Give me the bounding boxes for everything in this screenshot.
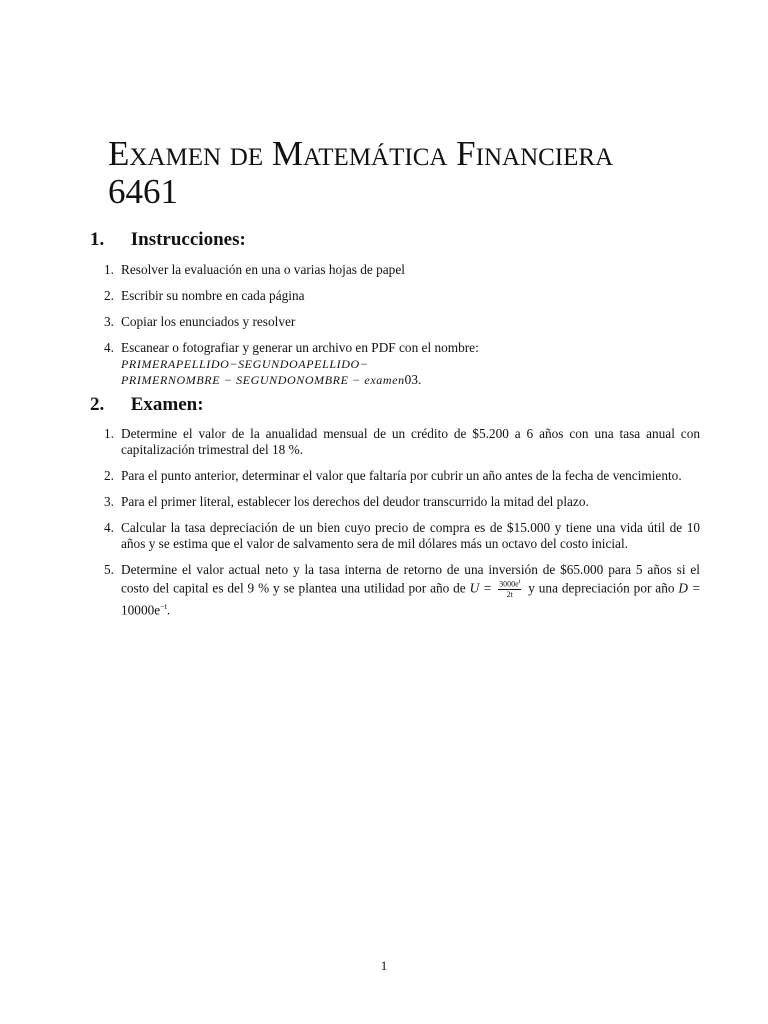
filename-math-part1: PRIMERAPELLIDO−SEGUNDOAPELLIDO− (121, 357, 369, 371)
section-title: Examen: (130, 394, 204, 415)
question-item (104, 494, 700, 510)
filename-math-part2: PRIMERNOMBRE − SEGUNDONOMBRE − examen (121, 373, 405, 387)
list-marker: 4. (104, 520, 114, 535)
numerator-base: 3000e (499, 579, 519, 589)
utility-fraction (498, 578, 521, 599)
depreciation-exponent: −t (160, 601, 167, 611)
list-marker: 3. (104, 314, 114, 329)
list-marker: 5. (104, 562, 114, 577)
numerator-exponent: t (518, 579, 521, 585)
equals-sign: = (479, 580, 496, 596)
question-text: Para el punto anterior, determinar el valor que faltaría por cubrir un año antes de la fecha de vencimiento. (121, 468, 682, 483)
fraction-numerator (498, 578, 521, 590)
section-number: 1. (90, 229, 105, 250)
list-marker: 4. (104, 340, 114, 355)
question-item (104, 426, 700, 458)
page-number: 1 (380, 958, 388, 973)
list-item (104, 288, 700, 304)
instructions-list (104, 262, 700, 388)
list-marker: 2. (104, 468, 114, 483)
list-item-text: Copiar los enunciados y resolver (121, 314, 296, 329)
list-item (104, 340, 700, 388)
title-course-number: 6461 (108, 172, 178, 211)
depreciation-variable: D (678, 580, 689, 596)
list-item-text: Escribir su nombre en cada página (121, 288, 305, 303)
fraction-denominator: 2t (506, 589, 513, 599)
question-text: Determine el valor de la anualidad mensual de un crédito de $5.200 a 6 años con una tasa anual con capitalización trimestral del 18 %. (121, 426, 700, 457)
question-item (104, 468, 700, 484)
document-title (108, 135, 728, 211)
section-heading-examen (90, 394, 204, 416)
list-marker: 1. (104, 426, 114, 441)
question-text: Determine el valor actual neto y la tasa interna de retorno de una inversión de $65.000 para 5 años si el costo del capital es del 9 % y se plantea una utilidad por año de (121, 562, 700, 596)
question-text: Para el primer literal, establecer los derechos del deudor transcurrido la mitad del plazo. (121, 494, 589, 509)
question-text-middle: y una depreciación por año (524, 580, 679, 596)
list-item-text: Escanear o fotografiar y generar un archivo en PDF con el nombre: (121, 340, 479, 355)
utility-variable: U (469, 580, 480, 596)
section-title: Instrucciones: (130, 229, 246, 250)
exam-questions-list (104, 426, 700, 618)
question-item (104, 562, 700, 618)
section-heading-instrucciones (90, 229, 246, 251)
filename-suffix: 03. (404, 372, 422, 387)
list-marker: 2. (104, 288, 114, 303)
question-text: Calcular la tasa depreciación de un bien cuyo precio de compra es de $15.000 y tiene una vida útil de 10 años y se estima que el valor de salvamento sera de mil dólares más un octavo del costo inicial. (121, 520, 700, 551)
list-item (104, 314, 700, 330)
section-number: 2. (90, 394, 105, 415)
question-item (104, 520, 700, 552)
list-marker: 1. (104, 262, 114, 277)
depreciation-expression: = 10000e (121, 580, 701, 618)
list-marker: 3. (104, 494, 114, 509)
question-text-end: . (166, 602, 171, 618)
title-text: Examen de Matemática Financiera (108, 134, 614, 173)
list-item (104, 262, 700, 278)
list-item-text: Resolver la evaluación en una o varias hojas de papel (121, 262, 405, 277)
